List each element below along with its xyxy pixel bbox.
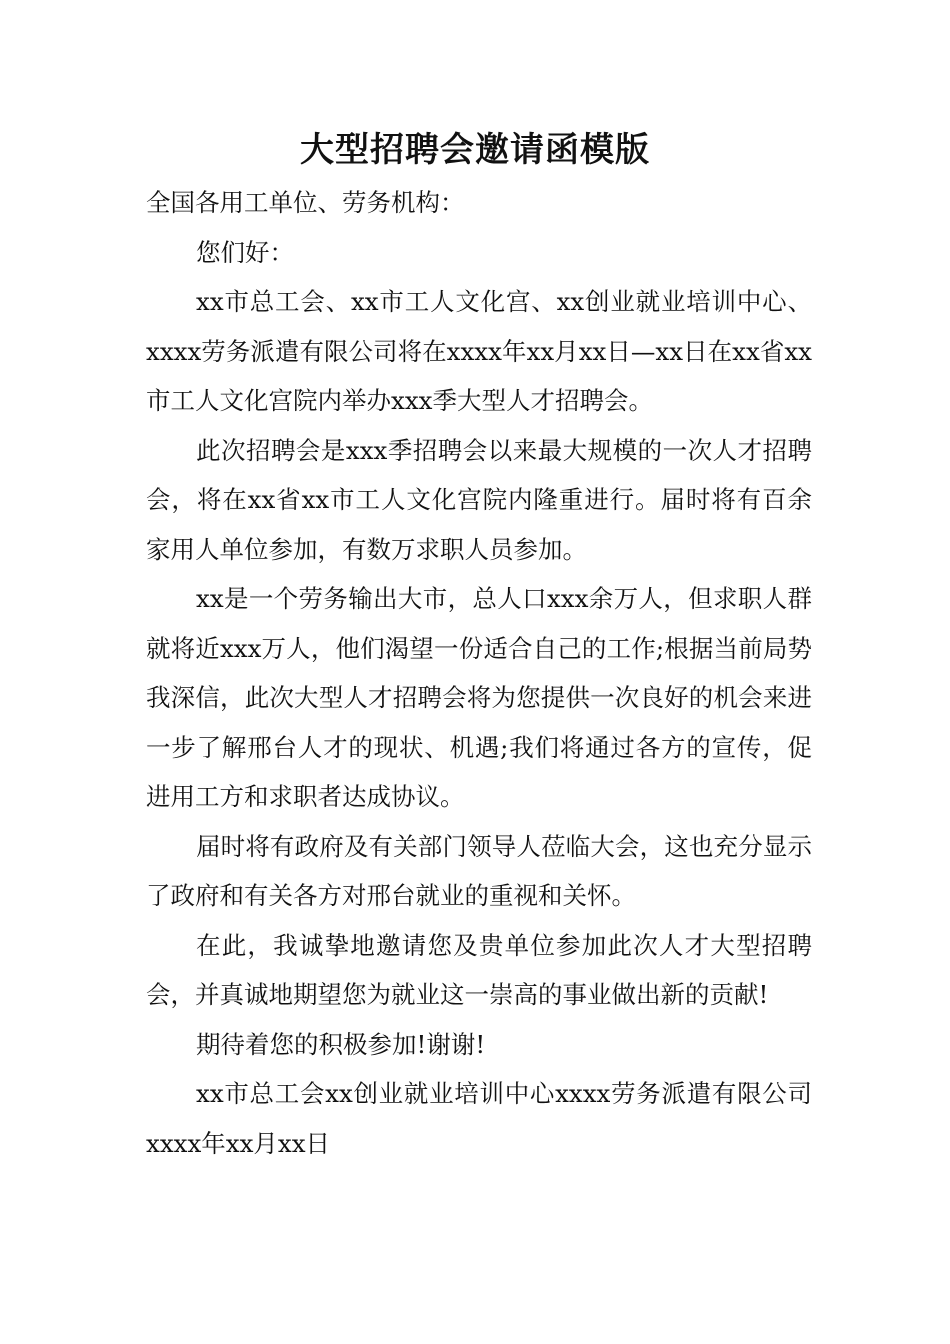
- salutation: 全国各用工单位、劳务机构：: [146, 188, 465, 217]
- greeting: 您们好：: [196, 237, 294, 267]
- paragraph-event-announcement: xx市总工会、xx市工人文化宫、xx创业就业培训中心、xxxx劳务派遣有限公司将在xxxx年xx月xx日—xx日在xx省xx市工人文化宫院内举办xxx季大型人才招聘会。: [146, 287, 812, 415]
- paragraph-labor-situation: xx是一个劳务输出大市，总人口xxx余万人，但求职人群就将近xxx万人，他们渴望一份适合自己的工作;根据当前局势我深信，此次大型人才招聘会将为您提供一次良好的机会来进一步了解邢台人才的现状、机遇;我们将通过各方的宣传，促进用工方和求职者达成协议。: [146, 584, 812, 811]
- paragraph-closing: 期待着您的积极参加!谢谢!: [196, 1029, 486, 1059]
- paragraph-government-attendance: 届时将有政府及有关部门领导人莅临大会，这也充分显示了政府和有关各方对邢台就业的重视和关怀。: [146, 831, 812, 910]
- paragraph-event-scale: 此次招聘会是xxx季招聘会以来最大规模的一次人才招聘会，将在xx省xx市工人文化宫院内隆重进行。届时将有百余家用人单位参加，有数万求职人员参加。: [146, 435, 812, 564]
- paragraph-signature: xx市总工会xx创业就业培训中心xxxx劳务派遣有限公司xxxx年xx月xx日: [146, 1079, 812, 1158]
- document-body: [146, 178, 812, 1168]
- document-title: 大型招聘会邀请函模版: [300, 130, 650, 170]
- paragraph-invitation: 在此，我诚挚地邀请您及贵单位参加此次人才大型招聘会，并真诚地期望您为就业这一崇高的事业做出新的贡献!: [146, 930, 812, 1009]
